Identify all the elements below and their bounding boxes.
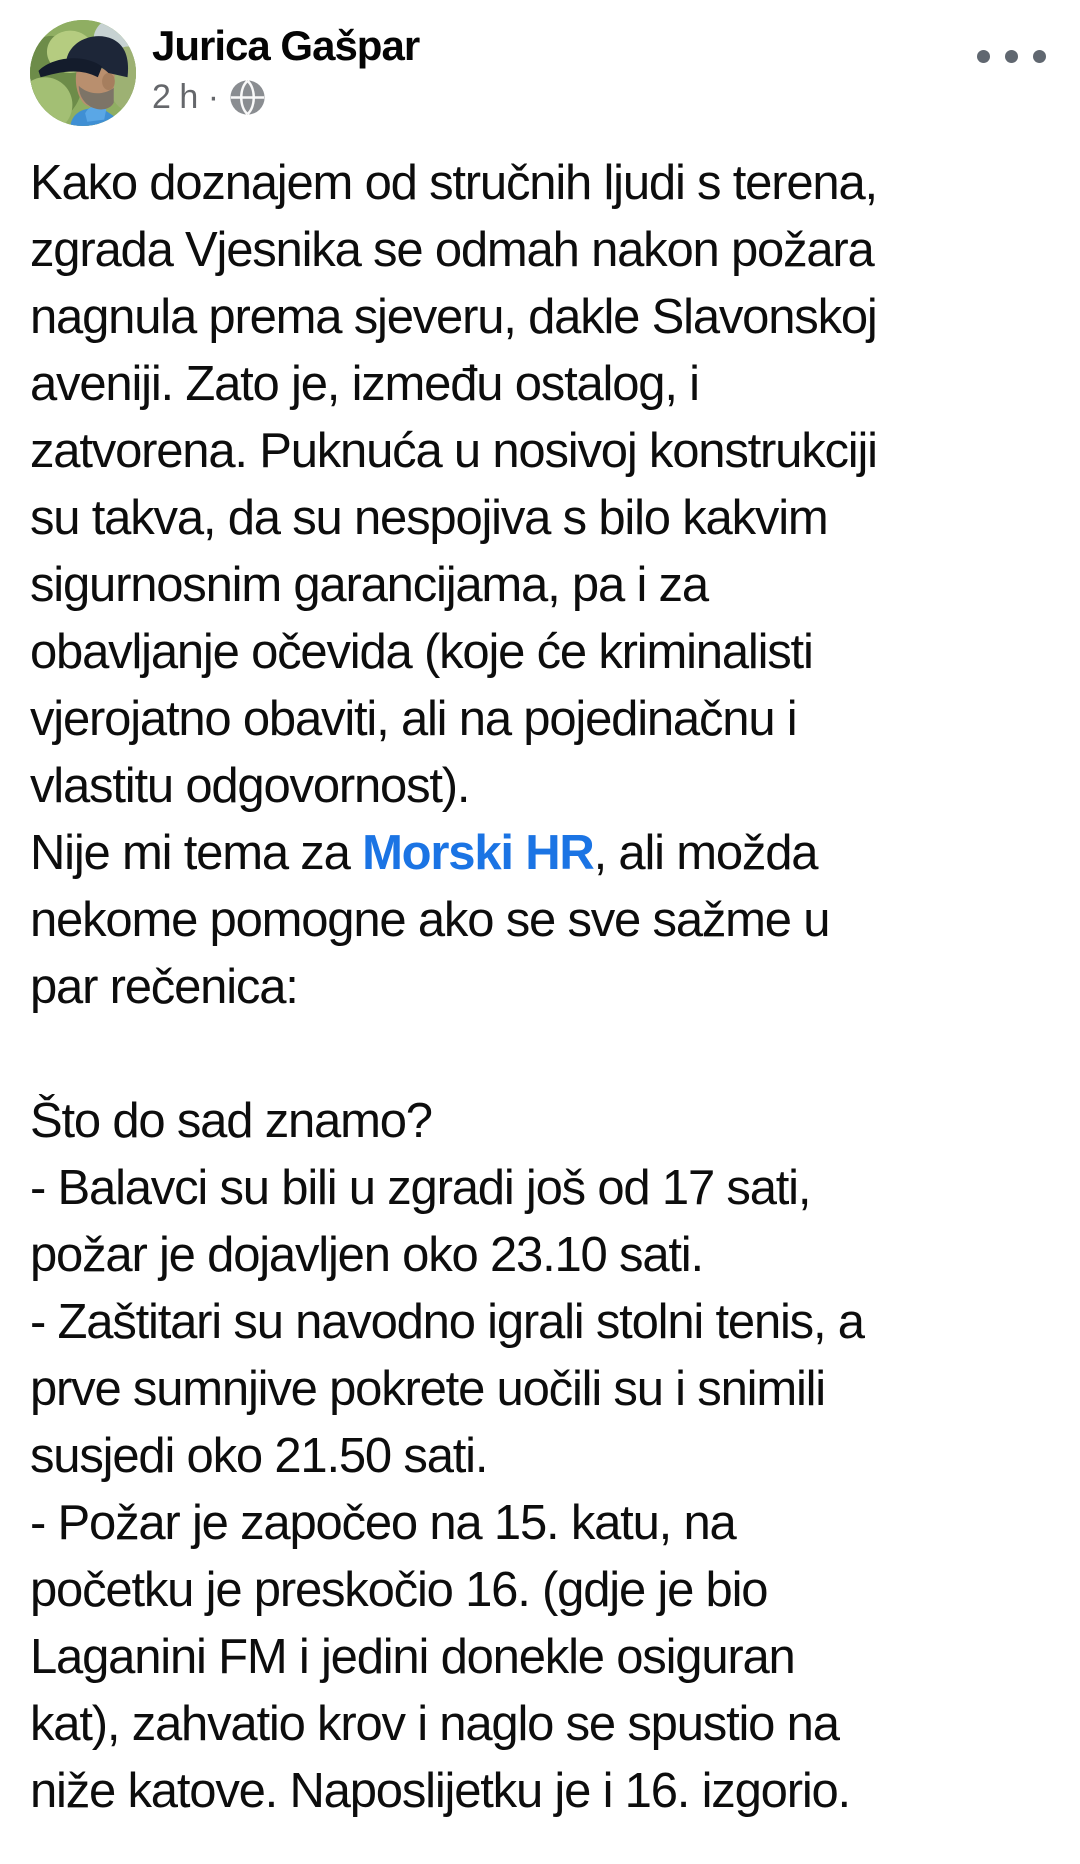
post-text-segment: obavljanje očevida (koje će kriminalisti (30, 625, 813, 679)
post-text-line (30, 1624, 1070, 1691)
author-name[interactable]: Jurica Gašpar (152, 22, 420, 69)
post-text-segment: vjerojatno obaviti, ali na pojedinačnu i (30, 692, 797, 746)
morski-hr-link[interactable]: Morski HR (362, 826, 594, 880)
post-text-segment: - Zaštitari su navodno igrali stolni tenis, a (30, 1295, 864, 1349)
post-header (0, 0, 1080, 126)
post-text-line (30, 1691, 1070, 1758)
post-text (0, 150, 1080, 1825)
post-text-line (30, 954, 1070, 1021)
post-text-line (30, 1356, 1070, 1423)
post-text-line (30, 1423, 1070, 1490)
meta-separator: · (207, 78, 219, 117)
post-text-segment: aveniji. Zato je, između ostalog, i (30, 357, 699, 411)
post-text-line (30, 351, 1070, 418)
post-text-line (30, 1222, 1070, 1289)
profile-picture[interactable] (30, 20, 136, 126)
post-text-line (30, 418, 1070, 485)
profile-picture-image (30, 20, 136, 126)
post-text-segment: - Balavci su bili u zgradi još od 17 sati, (30, 1161, 811, 1215)
post-text-segment: vlastitu odgovornost). (30, 759, 470, 813)
post-text-segment: zgrada Vjesnika se odmah nakon požara (30, 223, 874, 277)
post-text-segment: su takva, da su nespojiva s bilo kakvim (30, 491, 828, 545)
post-text-line (30, 1490, 1070, 1557)
three-dots-icon (1033, 50, 1046, 63)
post-text-line (30, 485, 1070, 552)
three-dots-icon (1005, 50, 1018, 63)
post-text-line (30, 1021, 1070, 1088)
post-text-line (30, 619, 1070, 686)
post-text-line (30, 1155, 1070, 1222)
three-dots-icon (977, 50, 990, 63)
post-text-line (30, 284, 1070, 351)
post-header-text (152, 20, 419, 117)
post-text-segment: Kako doznajem od stručnih ljudi s terena, (30, 156, 877, 210)
post-meta (152, 78, 419, 117)
post-text-segment: nekome pomogne ako se sve sažme u (30, 893, 830, 947)
timestamp[interactable]: 2 h (152, 78, 198, 117)
post-text-segment: , ali možda (593, 826, 818, 880)
post-text-line (30, 1557, 1070, 1624)
post-text-segment: nagnula prema sjeveru, dakle Slavonskoj (30, 290, 877, 344)
post-text-segment: sigurnosnim garancijama, pa i za (30, 558, 708, 612)
post-text-segment: susjedi oko 21.50 sati. (30, 1429, 488, 1483)
post-text-segment: prve sumnjive pokrete uočili su i snimili (30, 1362, 825, 1416)
post-text-line (30, 217, 1070, 284)
post-text-line (30, 1758, 1070, 1825)
post-text-segment: Što do sad znamo? (30, 1094, 432, 1148)
more-options-button[interactable] (971, 44, 1052, 69)
post-text-line (30, 150, 1070, 217)
globe-icon (229, 79, 266, 116)
post-text-segment: kat), zahvatio krov i naglo se spustio na (30, 1697, 839, 1751)
post-text-segment: početku je preskočio 16. (gdje je bio (30, 1563, 768, 1617)
post-text-segment: niže katove. Naposlijetku je i 16. izgorio. (30, 1764, 850, 1818)
post-text-line (30, 820, 1070, 887)
post-text-line (30, 753, 1070, 820)
post-text-segment: Laganini FM i jedini donekle osiguran (30, 1630, 795, 1684)
post-text-line (30, 686, 1070, 753)
post-text-line (30, 1088, 1070, 1155)
post-text-segment: Nije mi tema za (30, 826, 363, 880)
post-text-segment: požar je dojavljen oko 23.10 sati. (30, 1228, 703, 1282)
post-text-line (30, 552, 1070, 619)
post-text-segment: zatvorena. Puknuća u nosivoj konstrukciji (30, 424, 877, 478)
post-text-line (30, 887, 1070, 954)
post-text-segment: par rečenica: (30, 960, 298, 1014)
post-text-line (30, 1289, 1070, 1356)
post-text-segment: - Požar je započeo na 15. katu, na (30, 1496, 736, 1550)
